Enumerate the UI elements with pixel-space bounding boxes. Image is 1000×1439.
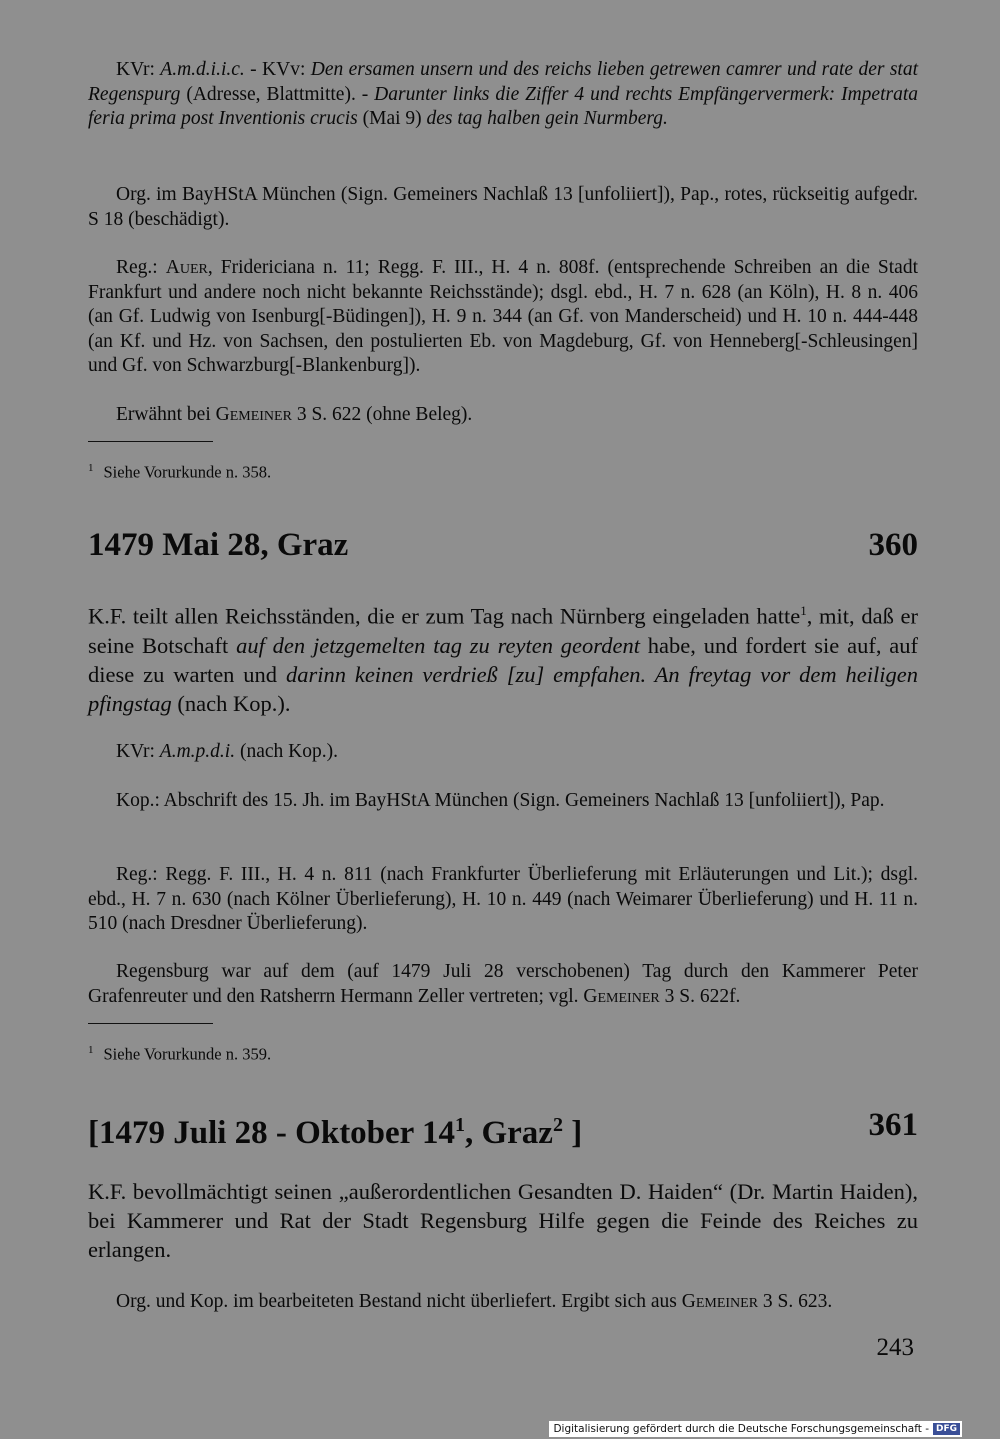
footnote-mark: 1 [88,462,94,474]
entry-361-heading [88,1105,918,1153]
entry-361-summary: K.F. bevollmächtigt seinen „außerordentlichen Gesandten D. Haiden“ (Dr. Martin Haiden), bei Kammerer und Rat der Stadt Regensburg Hilfe gegen die Feinde des Reiches zu erlangen. [88,1179,918,1262]
org-author: Gemeiner [681,1291,759,1312]
entry-360-regensburg [88,960,918,1009]
erwaehnt-paragraph [88,403,918,428]
org-text: Org. und Kop. im bearbeiteten Bestand nicht überliefert. Ergibt sich aus [116,1291,682,1312]
regensburg-post: 3 S. 622f. [659,985,741,1007]
reg-paragraph [88,256,918,379]
erwaehnt-post: 3 S. 622 (ohne Beleg). [291,404,473,425]
summary-part: K.F. teilt allen Reichsständen, die er zum Tag nach Nürnberg eingeladen hatte [88,603,801,629]
darunter-text: Darunter links die Ziffer 4 und rechts Empfängervermerk: Impetrata feria prima post Inventionis crucis [88,83,918,129]
footnote-text: Siehe Vorurkunde n. 359. [103,1044,272,1064]
kvr-label: KVr: [116,741,160,762]
summary-part: habe, und fordert sie auf, auf diese zu warten und [88,632,918,687]
entry-360-kvr [88,740,918,765]
erwaehnt-pre: Erwähnt bei [116,404,216,425]
kvr-kvv-paragraph [88,58,918,132]
entry-361-org [88,1290,918,1315]
credit-text: Digitalisierung gefördert durch die Deutsche Forschungsgemeinschaft - [553,1423,929,1435]
reg-label: Reg.: [116,257,166,278]
kvr-label: KVr: [116,59,161,80]
summary-quote: darinn keinen verdrieß [zu] empfahen. An freytag vor dem heiligen pfingstag [88,661,919,716]
footnote-mark: 1 [88,1044,94,1056]
regensburg-author: Gemeiner [583,985,660,1007]
page-number: 243 [876,1334,914,1361]
kvv-label: - KVv: [244,59,311,80]
footnote-divider [88,441,213,442]
kvr-value: A.m.d.i.i.c. [160,59,245,80]
footnote-divider [88,1023,213,1024]
entry-360-summary [88,596,918,718]
summary-quote: auf den jetzgemelten tag zu reyten geordent [236,632,640,658]
kvr-note: (nach Kop.). [235,741,338,762]
entry-361-number: 361 [868,1107,918,1143]
dfg-logo-icon: DFG [933,1423,960,1435]
footnote-text: Siehe Vorurkunde n. 358. [103,462,272,482]
org-paragraph: Org. im BayHStA München (Sign. Gemeiners Nachlaß 13 [unfoliiert]), Pap., rotes, rückseitig aufgedr. S 18 (beschädigt). [88,184,918,230]
entry-360-date: 1479 Mai 28, Graz [88,527,349,563]
entry-360-number: 360 [868,527,918,563]
entry-361-place: , Graz [464,1115,553,1151]
mai9-note: (Mai 9) [357,108,427,129]
entry-361-date: [1479 Juli 28 - Oktober 14 [88,1115,455,1151]
darunter-text-end: des tag halben gein Nurmberg. [426,108,668,129]
kvv-text: Den ersamen unsern und des reichs lieben getrewen camrer und rate der stat Regenspurg [88,59,919,105]
org-post: 3 S. 623. [758,1291,833,1312]
entry-361-bracket: ] [562,1115,583,1151]
regensburg-text: Regensburg war auf dem (auf 1479 Juli 28 verschobenen) Tag durch den Kammerer Peter Grafenreuter und den Ratsherrn Hermann Zeller vertreten; vgl. [88,961,918,1007]
footnote-ref: 1 [800,603,807,618]
footnote-ref: 1 [454,1114,465,1136]
reg-author: Auer [165,257,208,278]
entry-360-reg: Reg.: Regg. F. III., H. 4 n. 811 (nach Frankfurter Überlieferung mit Erläuterungen und Lit.); dsgl. ebd., H. 7 n. 630 (nach Kölner Überlieferung), H. 10 n. 449 (nach Weimarer Überlieferung) und H. 11 n. 510 (nach Dresdner Überlieferung). [88,864,918,934]
entry-360-kop: Kop.: Abschrift des 15. Jh. im BayHStA München (Sign. Gemeiners Nachlaß 13 [unfoliiert]), Pap. [116,790,885,811]
entry-360-heading [88,525,918,565]
erwaehnt-author: Gemeiner [215,404,292,425]
summary-part: (nach Kop.). [171,690,291,716]
reg-text: , Fridericiana n. 11; Regg. F. III., H. 4 n. 808f. (entsprechende Schreiben an die Stadt Frankfurt und andere noch nicht bekannte Reichsstände); dsgl. ebd., H. 7 n. 628 (an Köln), H. 8 n. 406 (an Gf. Ludwig von Isenburg[-Büdingen]), H. 9 n. 344 (an Gf. von Manderscheid) und H. 10 n. 444-448 (an Kf. und Hz. von Sachsen, den postulierten Eb. von Magdeburg, Gf. von Henneberg[-Schleusingen] und Gf. von Schwarzburg[-Blankenburg]). [88,257,918,376]
funding-credit [549,1421,962,1437]
kvv-note: (Adresse, Blattmitte). - [180,83,375,105]
footnote-1 [88,458,271,483]
footnote-1 [88,1040,271,1065]
summary-part: , mit, daß er seine Botschaft [88,603,918,658]
footnote-ref: 2 [552,1114,563,1136]
kvr-value: A.m.p.d.i. [159,741,236,762]
